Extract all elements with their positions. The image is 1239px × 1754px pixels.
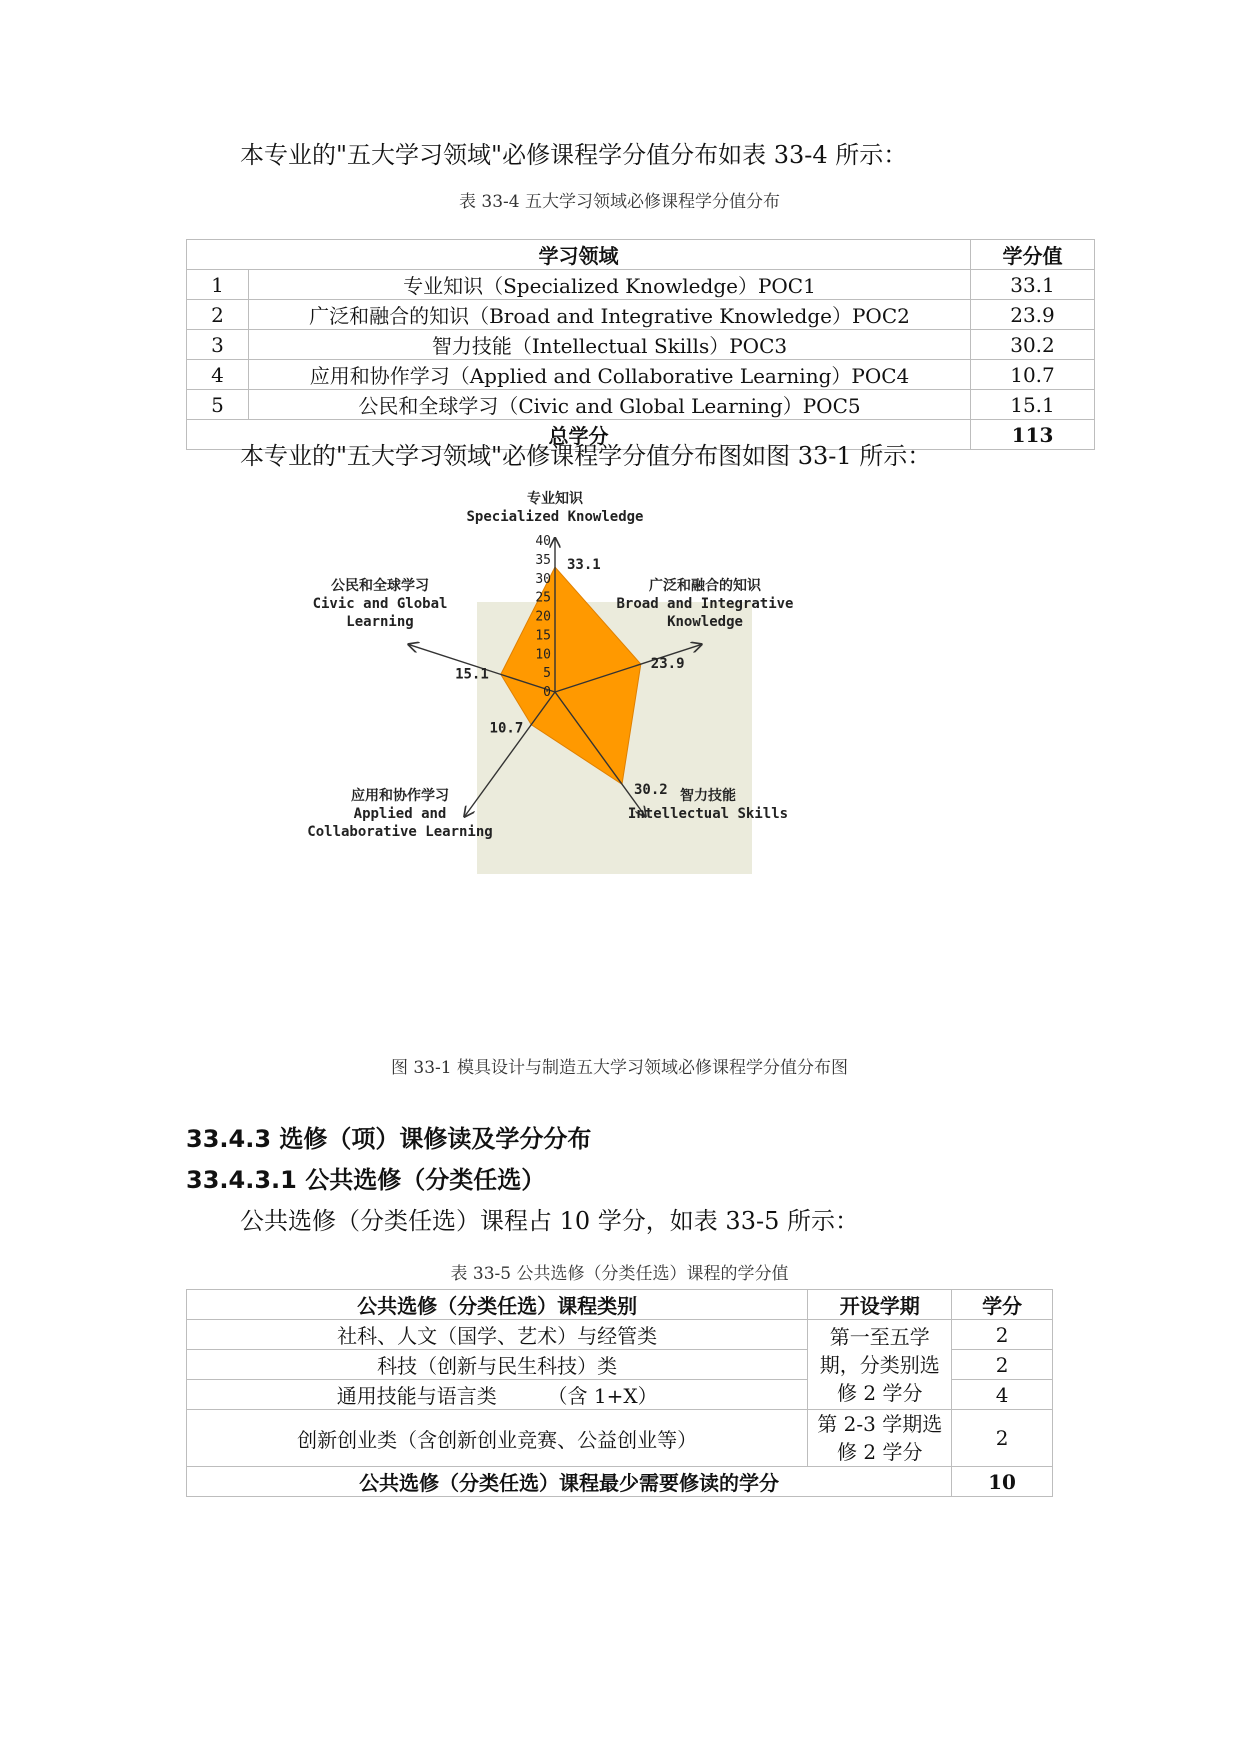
value-label: 15.1	[455, 666, 489, 683]
total-row	[187, 1467, 1053, 1497]
row-number: 2	[187, 300, 249, 330]
axis-label: Collaborative Learning	[307, 824, 493, 840]
header-credit: 学分	[952, 1290, 1053, 1320]
radar-chart	[307, 491, 910, 945]
axis-label: 专业知识	[527, 491, 583, 507]
credit-value: 15.1	[970, 390, 1094, 420]
row-number: 5	[187, 390, 249, 420]
axis-label: Intellectual Skills	[627, 806, 789, 822]
axis-label: 公民和全球学习	[331, 578, 429, 594]
axis-label: 广泛和融合的知识	[649, 578, 761, 594]
row-number: 4	[187, 360, 249, 390]
axis-label: Applied and	[353, 806, 447, 822]
credit-value: 2	[952, 1350, 1053, 1380]
total-label: 总学分	[187, 420, 971, 450]
section-heading: 33.4.3 选修（项）课修读及学分分布	[186, 1125, 592, 1153]
domain-name: 智力技能（Intellectual Skills）POC3	[249, 330, 971, 360]
tick-label: 25	[535, 590, 551, 606]
axis-label: 智力技能	[680, 788, 736, 804]
semester-cell: 第 2-3 学期选修 2 学分	[808, 1410, 952, 1467]
row-number: 1	[187, 270, 249, 300]
header-credit: 学分值	[970, 240, 1094, 270]
tick-label: 5	[543, 666, 551, 682]
axis-label: 应用和协作学习	[351, 788, 449, 804]
value-label: 10.7	[489, 720, 524, 737]
credit-table	[186, 239, 1095, 450]
table-row	[187, 1320, 1053, 1350]
credit-value: 23.9	[970, 300, 1094, 330]
axis-label: Knowledge	[667, 614, 743, 630]
header-domain: 学习领域	[187, 240, 971, 270]
axis-label: Broad and Integrative	[616, 596, 794, 612]
table-header-row	[187, 1290, 1053, 1320]
elective-paragraph: 公共选修（分类任选）课程占 10 学分，如表 33-5 所示：	[240, 1207, 859, 1235]
subsection-heading: 33.4.3.1 公共选修（分类任选）	[186, 1166, 546, 1194]
axis-label: Civic and Global	[312, 596, 448, 612]
tick-label: 15	[535, 628, 551, 644]
total-value: 10	[952, 1467, 1053, 1497]
tick-label: 0	[543, 685, 551, 700]
semester-cell: 第一至五学期，分类别选修 2 学分	[808, 1320, 952, 1410]
axis-label: Specialized Knowledge	[466, 509, 644, 525]
tick-label: 40	[535, 534, 551, 549]
category-name: 科技（创新与民生科技）类	[187, 1350, 808, 1380]
tick-label: 35	[535, 552, 551, 568]
credit-value: 10.7	[970, 360, 1094, 390]
header-semester: 开设学期	[808, 1290, 952, 1320]
tick-label: 10	[535, 647, 551, 663]
total-label: 公共选修（分类任选）课程最少需要修读的学分	[187, 1467, 952, 1497]
table-row	[187, 300, 1095, 330]
credit-value: 2	[952, 1410, 1053, 1467]
domain-name: 广泛和融合的知识（Broad and Integrative Knowledge）POC2	[249, 300, 971, 330]
table-row	[187, 270, 1095, 300]
category-name: 通用技能与语言类 （含 1+X）	[187, 1380, 808, 1410]
category-name: 创新创业类（含创新创业竞赛、公益创业等）	[187, 1410, 808, 1467]
total-value: 113	[970, 420, 1094, 450]
table-header-row	[187, 240, 1095, 270]
credit-value: 30.2	[970, 330, 1094, 360]
header-category: 公共选修（分类任选）课程类别	[187, 1290, 808, 1320]
elective-table	[186, 1289, 1053, 1497]
domain-name: 公民和全球学习（Civic and Global Learning）POC5	[249, 390, 971, 420]
value-label: 33.1	[567, 557, 601, 574]
axis-label: Learning	[346, 614, 414, 630]
value-label: 23.9	[650, 656, 685, 673]
category-name: 社科、人文（国学、艺术）与经管类	[187, 1320, 808, 1350]
row-number: 3	[187, 330, 249, 360]
table2-caption: 表 33-5 公共选修（分类任选）课程的学分值	[450, 1264, 789, 1284]
credit-value: 33.1	[970, 270, 1094, 300]
credit-value: 2	[952, 1320, 1053, 1350]
domain-name: 专业知识（Specialized Knowledge）POC1	[249, 270, 971, 300]
table-row	[187, 360, 1095, 390]
figure-intro-paragraph: 本专业的"五大学习领域"必修课程学分值分布图如图 33-1 所示：	[240, 442, 932, 470]
credit-value: 4	[952, 1380, 1053, 1410]
table-row	[187, 390, 1095, 420]
domain-name: 应用和协作学习（Applied and Collaborative Learning）POC4	[249, 360, 971, 390]
tick-label: 30	[535, 571, 551, 587]
tick-label: 20	[535, 609, 551, 625]
intro-paragraph: 本专业的"五大学习领域"必修课程学分值分布如表 33-4 所示：	[240, 141, 908, 169]
table-row	[187, 330, 1095, 360]
table-row	[187, 1410, 1053, 1467]
value-label: 30.2	[634, 782, 668, 799]
table1-caption: 表 33-4 五大学习领域必修课程学分值分布	[459, 192, 780, 212]
figure-caption: 图 33-1 模具设计与制造五大学习领域必修课程学分值分布图	[391, 1058, 848, 1078]
